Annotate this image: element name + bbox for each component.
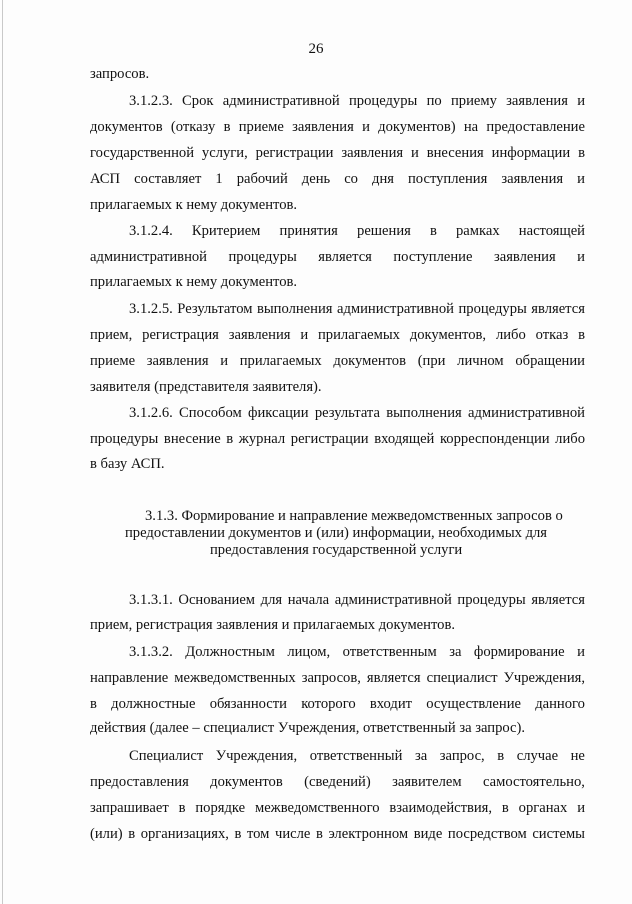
word: 3.1.3.2. (129, 644, 173, 660)
text-line: прилагаемых к нему документов. (90, 197, 298, 213)
word: документов (333, 353, 406, 369)
word: в (223, 119, 231, 135)
word: (сведений) (304, 774, 371, 790)
word: виде (413, 826, 443, 842)
word: органах (518, 800, 568, 816)
word: том (246, 826, 270, 842)
text-line-justified (90, 773, 585, 791)
word: поступления (408, 171, 488, 187)
word: личном (457, 353, 504, 369)
text-line-justified (90, 118, 585, 136)
section-heading-line: предоставлении документов и (или) информации, необходимых для (125, 525, 548, 541)
word: приему (450, 93, 497, 109)
word: в (90, 696, 97, 712)
word: Учреждения, (503, 670, 585, 686)
word: рабочий (236, 171, 288, 187)
word: ответственным (342, 644, 437, 660)
text-line: запросов. (90, 66, 150, 82)
text-line: прием, регистрация заявления и прилагаемых документов. (90, 617, 455, 633)
word: прилагаемых (318, 327, 400, 343)
text-line-justified (90, 825, 585, 843)
word: заявления (493, 249, 556, 265)
word: документов) (378, 119, 456, 135)
word: ответственный (309, 748, 403, 764)
word: заявления (341, 145, 404, 161)
word: для (260, 592, 283, 608)
text-line-justified (129, 404, 585, 422)
text-line-justified (90, 170, 585, 188)
word: 3.1.3.1. (129, 592, 173, 608)
word: внесения (426, 145, 484, 161)
word: процедуры (457, 592, 526, 608)
word: поступление (393, 249, 473, 265)
word: запрашивает (90, 800, 169, 816)
page-number: 26 (308, 41, 324, 57)
word: электронном (328, 826, 409, 842)
text-line-justified (90, 799, 585, 817)
word: в (234, 826, 242, 842)
word: документов (210, 774, 283, 790)
word: самостоятельно, (482, 774, 585, 790)
word: является (366, 670, 421, 686)
word: 3.1.2.3. (129, 93, 173, 109)
word: процедуры (349, 93, 418, 109)
word: Должностным (185, 644, 275, 660)
word: заявления (501, 171, 564, 187)
word: осуществление (426, 696, 521, 712)
word: числе (274, 826, 311, 842)
word: Специалист (129, 748, 204, 764)
text-line: в базу АСП. (90, 456, 165, 472)
text-line-justified (90, 248, 585, 266)
word: результата (314, 405, 380, 421)
word: обращении (515, 353, 585, 369)
word: (при (417, 353, 446, 369)
scan-edge-line (2, 0, 3, 904)
word: заявления (146, 353, 209, 369)
word: на (463, 119, 479, 135)
word: процедуры (458, 301, 527, 317)
word: 3.1.2.4. (129, 223, 173, 239)
word: процедуры (90, 431, 159, 447)
word: приеме (90, 353, 136, 369)
word: составляет (134, 171, 202, 187)
word: регистрация (142, 327, 219, 343)
word: в (578, 327, 585, 343)
word: и (577, 800, 585, 816)
word: системы (532, 826, 585, 842)
word: должностные (111, 696, 196, 712)
word: (или) (90, 826, 123, 842)
word: не (570, 748, 585, 764)
word: административной (336, 301, 454, 317)
word: административной (334, 592, 452, 608)
word: со (344, 171, 358, 187)
word: корреспонденции (439, 431, 550, 447)
word: обязанности (209, 696, 287, 712)
word: регистрации (290, 431, 369, 447)
word: заявления (292, 119, 354, 135)
word: 1 (215, 171, 223, 187)
word: за (449, 644, 462, 660)
word: случае (516, 748, 559, 764)
word: документов (90, 119, 163, 135)
word: прием, (90, 327, 133, 343)
word: специалист (426, 670, 498, 686)
text-line-justified (90, 144, 585, 162)
word: заявления (228, 327, 291, 343)
word: отказ (535, 327, 569, 343)
word: и (300, 327, 309, 343)
word: запросов, (301, 670, 361, 686)
text-line-justified (129, 222, 585, 240)
text-line-justified (129, 591, 585, 609)
word: внесение (163, 431, 221, 447)
word: и (577, 249, 585, 265)
word: является (531, 592, 585, 608)
word: порядке (195, 800, 246, 816)
word: принятия (279, 223, 338, 239)
text-line-justified (90, 695, 585, 713)
word: регистрации (255, 145, 334, 161)
word: и (577, 93, 585, 109)
word: за (414, 748, 428, 764)
word: и (577, 644, 585, 660)
word: в (578, 145, 585, 161)
word: АСП (90, 171, 121, 187)
word: предоставления (90, 774, 189, 790)
word: данного (535, 696, 585, 712)
text-line-justified (129, 300, 585, 318)
word: посредством (447, 826, 527, 842)
word: направление (90, 670, 169, 686)
word: межведомственных (174, 670, 296, 686)
word: заявления (506, 93, 568, 109)
word: рамках (456, 223, 500, 239)
word: Способом (179, 405, 242, 421)
word: которого (301, 696, 356, 712)
word: прилагаемых (239, 353, 322, 369)
word: Критерием (191, 223, 261, 239)
word: решения (357, 223, 411, 239)
word: приеме (238, 119, 284, 135)
text-line: прилагаемых к нему документов. (90, 274, 298, 290)
word: настоящей (518, 223, 585, 239)
section-heading-line: 3.1.3. Формирование и направление межведомственных запросов о (145, 508, 563, 524)
word: либо (495, 327, 526, 343)
text-line-justified (90, 430, 585, 448)
word: и (577, 171, 585, 187)
word: административной (468, 405, 585, 421)
word: в (429, 223, 437, 239)
word: и (411, 145, 419, 161)
word: в (178, 800, 186, 816)
word: является (318, 249, 372, 265)
text-line-justified (129, 92, 585, 110)
word: процедуры (228, 249, 297, 265)
word: в (128, 826, 136, 842)
word: в (501, 800, 509, 816)
word: государственной (90, 145, 195, 161)
word: (отказу (170, 119, 216, 135)
word: в (226, 431, 234, 447)
section-heading-line: предоставления государственной услуги (210, 542, 463, 558)
word: административной (222, 93, 340, 109)
text-line-justified (129, 643, 585, 661)
word: формирование (473, 644, 565, 660)
word: входящей (374, 431, 435, 447)
text-line: действия (далее – специалист Учреждения, ответственный за запрос). (90, 720, 526, 736)
word: организациях, (140, 826, 229, 842)
word: информации (491, 145, 571, 161)
word: запрос, (439, 748, 485, 764)
word: либо (555, 431, 585, 447)
word: Основанием (178, 592, 256, 608)
word: в (497, 748, 505, 764)
word: Результатом (177, 301, 253, 317)
word: входит (369, 696, 413, 712)
text-line-justified (90, 669, 585, 687)
word: и (362, 119, 370, 135)
word: фиксации (247, 405, 309, 421)
word: журнал (238, 431, 286, 447)
word: заявителем (392, 774, 462, 790)
word: услуги, (201, 145, 248, 161)
text-line-justified (90, 352, 585, 370)
text-line-justified (129, 747, 585, 765)
word: дня (372, 171, 394, 187)
word: 3.1.2.6. (129, 405, 173, 421)
word: взаимодействия, (389, 800, 493, 816)
word: административной (90, 249, 207, 265)
word: лицом, (287, 644, 331, 660)
word: по (426, 93, 442, 109)
word: предоставление (486, 119, 585, 135)
word: является (531, 301, 585, 317)
word: Учреждения, (215, 748, 298, 764)
word: и (220, 353, 229, 369)
word: день (301, 171, 331, 187)
word: начала (287, 592, 330, 608)
word: в (315, 826, 323, 842)
word: Срок (182, 93, 214, 109)
word: выполнения (386, 405, 462, 421)
word: документов, (409, 327, 487, 343)
word: межведомственного (254, 800, 380, 816)
word: 3.1.2.5. (129, 301, 173, 317)
word: выполнения (256, 301, 333, 317)
text-line-justified (90, 326, 585, 344)
text-line: заявителя (представителя заявителя). (90, 379, 322, 395)
